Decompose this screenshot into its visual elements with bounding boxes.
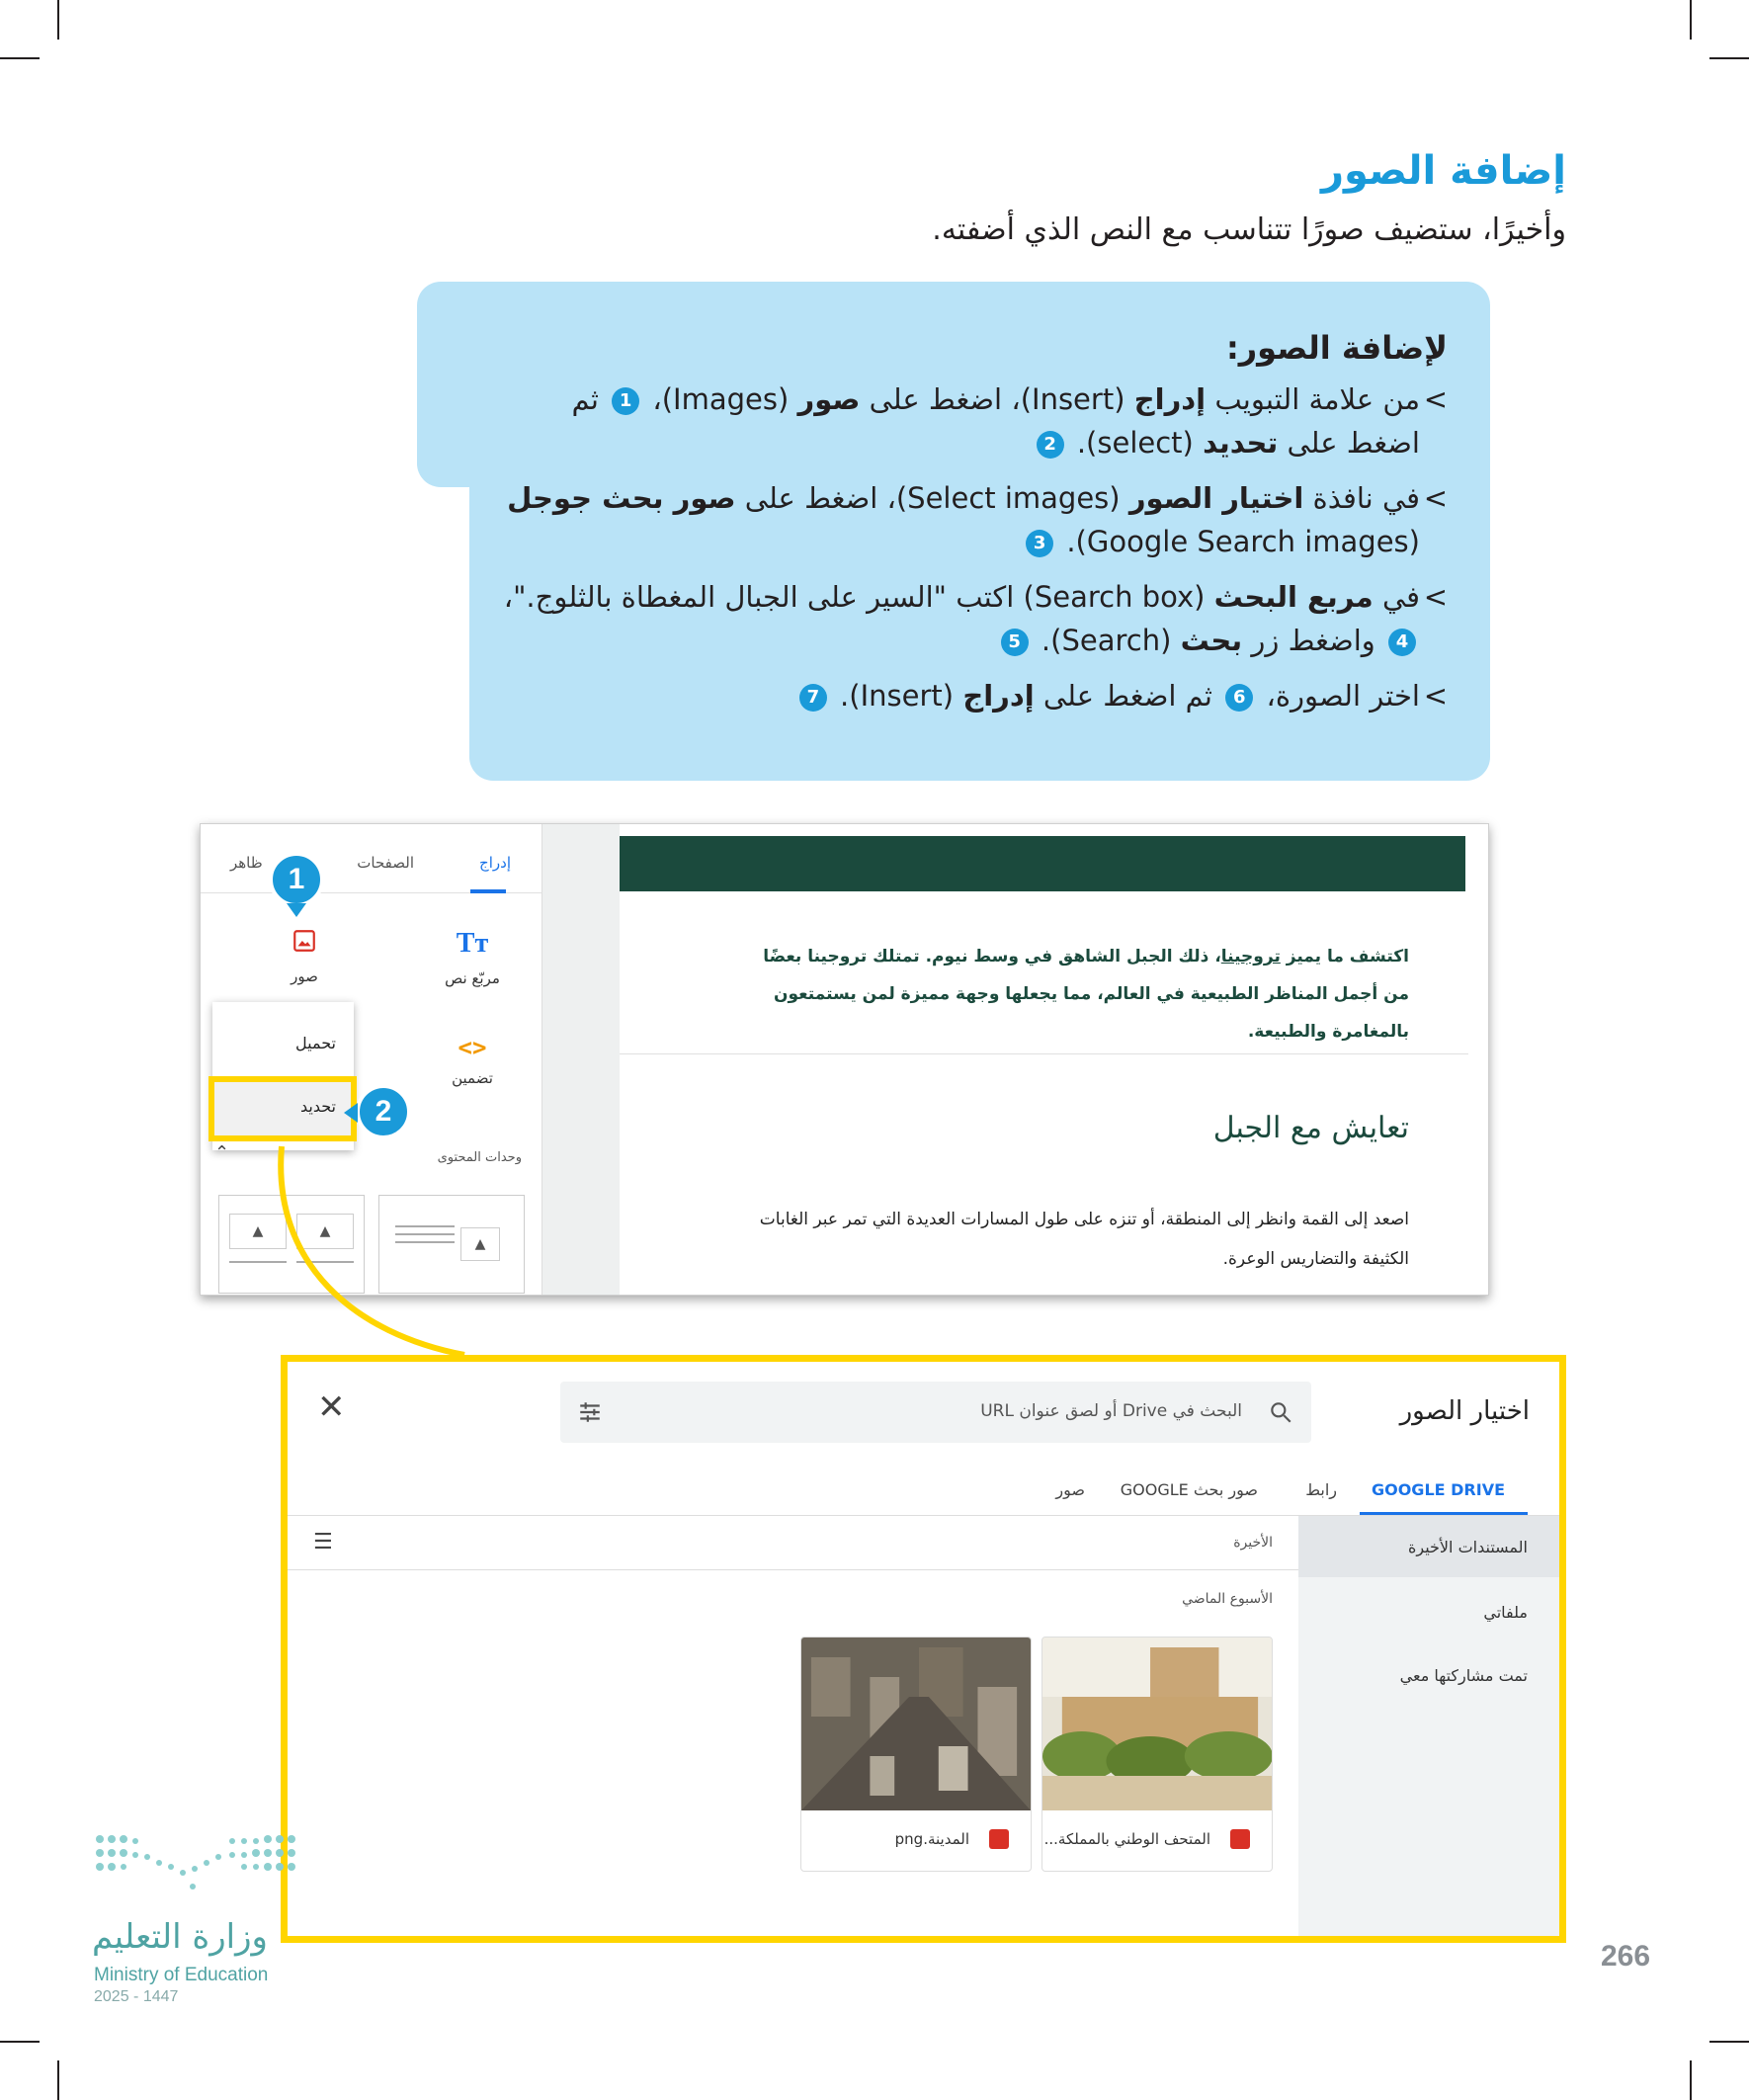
- step-number-badge: 5: [1001, 629, 1029, 656]
- paragraph-text: ، ذلك الجبل الشاهق في وسط نيوم. تمتلك تروجينا بعضًا من أجمل المناظر الطبيعية في العالم، مما يجعلها وجهة مميزة لمن يستمتعون بالمغامرة والطبيعة.: [763, 947, 1409, 1042]
- tip-title: لإضافة الصور:: [1225, 329, 1448, 367]
- sites-editor-screenshot: [200, 823, 1489, 1296]
- crop-mark: [57, 0, 59, 40]
- callout-pointer: [287, 903, 306, 917]
- crop-mark: [0, 57, 40, 59]
- sidebar-item-shared[interactable]: تمت مشاركتها معي: [1399, 1666, 1528, 1685]
- tab-google-drive[interactable]: GOOGLE DRIVE: [1371, 1480, 1505, 1499]
- image-thumbnail-city[interactable]: [800, 1637, 1032, 1872]
- text-line: [296, 1261, 354, 1263]
- sidebar-item-my-files[interactable]: ملفاتي: [1483, 1603, 1528, 1622]
- menu-upload[interactable]: تحميل: [295, 1034, 336, 1052]
- intro-text: وأخيرًا، ستضيف صورًا تتناسب مع النص الذي أضفته.: [932, 212, 1566, 247]
- step-bold: مربع البحث: [1213, 580, 1374, 614]
- step-number-badge: 6: [1225, 684, 1253, 712]
- step-text: (Images)،: [643, 382, 798, 416]
- select-images-dialog: [281, 1355, 1566, 1943]
- search-box[interactable]: [560, 1382, 1311, 1443]
- step-text: ثم اضغط على: [1034, 679, 1222, 713]
- section-paragraph[interactable]: اصعد إلى القمة وانظر إلى المنطقة، أو تنزه على طول المسارات العديدة التي تمر عبر الغابات الكثيفة والتضاريس الوعرة.: [759, 1210, 1409, 1269]
- tip-step: [499, 378, 1448, 464]
- image-icon: [292, 928, 317, 954]
- content-unit-card[interactable]: [218, 1195, 365, 1294]
- text-box-icon: Tт: [456, 928, 489, 959]
- page-number: 266: [1601, 1940, 1651, 1973]
- crop-mark: [1690, 2060, 1692, 2100]
- search-icon: [1268, 1399, 1293, 1425]
- header-banner: [620, 836, 1465, 891]
- text-line: [229, 1261, 287, 1263]
- image-placeholder-icon: ▲: [296, 1214, 354, 1249]
- last-week-label: الأسبوع الماضي: [1182, 1591, 1273, 1607]
- step-number-badge: 4: [1388, 629, 1416, 656]
- section-heading: إضافة الصور: [1320, 148, 1566, 194]
- section-divider: [620, 1053, 1468, 1054]
- step-bold: إدراج: [962, 679, 1035, 713]
- site-page-canvas: [620, 824, 1488, 1295]
- drive-sidebar: [1298, 1516, 1559, 1936]
- embed-code-icon: <>: [458, 1034, 487, 1061]
- crop-mark: [57, 2060, 59, 2100]
- step-text: (Insert)، اضغط على: [860, 382, 1134, 416]
- filter-options-icon[interactable]: [576, 1399, 604, 1425]
- select-highlight: [208, 1076, 357, 1141]
- text-line: [395, 1225, 455, 1227]
- step-bold: بحث: [1180, 624, 1243, 657]
- thumbnail-label: المدينة.png: [894, 1830, 969, 1848]
- collapse-chevron-icon[interactable]: ⌃: [214, 1142, 230, 1163]
- text-box-button[interactable]: [423, 928, 522, 987]
- recent-divider: [288, 1569, 1298, 1570]
- crop-mark: [1709, 57, 1749, 59]
- tip-step: [499, 575, 1448, 662]
- image-file-icon: [1230, 1829, 1250, 1849]
- step-number-badge: 7: [799, 684, 827, 712]
- panel-tabs: [201, 824, 542, 893]
- crop-mark: [1709, 2041, 1749, 2043]
- close-icon[interactable]: ✕: [317, 1387, 346, 1427]
- callout-2: 2: [356, 1084, 411, 1139]
- step-text: واضغط زر: [1242, 624, 1384, 657]
- section-title[interactable]: تعايش مع الجبل: [1212, 1111, 1409, 1145]
- ministry-logo-dots: [94, 1833, 301, 1902]
- step-text: ثم اضغط على: [571, 382, 1420, 460]
- content-units-label: وحدات المحتوى: [437, 1150, 522, 1165]
- step-number-badge: 3: [1026, 530, 1053, 557]
- step-text: (Search box) اكتب "السير على الجبال المغطاة بالثلوج."،: [503, 580, 1214, 614]
- embed-label: تضمين: [452, 1069, 493, 1087]
- step-number-badge: 1: [612, 387, 639, 415]
- tip-step: [499, 674, 1448, 717]
- menu-select[interactable]: تحديد: [299, 1097, 336, 1116]
- step-number-badge: 2: [1037, 431, 1064, 459]
- step-text: (Search).: [1032, 624, 1181, 657]
- tip-box: [499, 326, 1448, 729]
- embed-button[interactable]: [423, 1034, 522, 1087]
- museum-photo: [1042, 1638, 1272, 1810]
- intro-paragraph[interactable]: [737, 938, 1409, 1050]
- editor-gutter: [542, 824, 620, 1295]
- paragraph-link[interactable]: تروجينا: [1220, 947, 1281, 966]
- sidebar-item-recent[interactable]: المستندات الأخيرة: [1408, 1538, 1528, 1556]
- text-box-label: مربّع نص: [445, 969, 500, 987]
- text-line: [395, 1241, 455, 1243]
- search-placeholder: البحث في Drive أو لصق عنوان URL: [980, 1401, 1242, 1421]
- step-bold: اختيار الصور: [1128, 481, 1304, 515]
- step-bold: صور: [797, 382, 861, 416]
- callout-pointer: [344, 1103, 358, 1123]
- step-text: من علامة التبويب: [1206, 382, 1420, 416]
- crop-mark: [0, 2041, 40, 2043]
- tab-photos[interactable]: صور: [1055, 1480, 1085, 1499]
- tab-google-search-images[interactable]: صور بحث GOOGLE: [1120, 1480, 1258, 1499]
- tab-pages[interactable]: الصفحات: [357, 854, 414, 872]
- paragraph-text: اكتشف ما يميز: [1280, 947, 1409, 966]
- text-line: [395, 1233, 455, 1235]
- step-text: اختر الصورة،: [1257, 679, 1420, 713]
- step-bold: صور بحث جوجل: [507, 481, 736, 515]
- step-text: في نافذة: [1303, 481, 1420, 515]
- image-file-icon: [989, 1829, 1009, 1849]
- tip-step: [499, 476, 1448, 563]
- images-button[interactable]: [255, 928, 354, 985]
- step-text: (Insert).: [830, 679, 963, 713]
- step-text: في: [1373, 580, 1420, 614]
- insert-panel: [201, 824, 542, 1295]
- dialog-title: اختيار الصور: [1399, 1396, 1530, 1426]
- step-bold: إدراج: [1133, 382, 1207, 416]
- image-placeholder-icon: ▲: [460, 1227, 500, 1261]
- step-text: (Select images)، اضغط على: [735, 481, 1129, 515]
- tab-themes[interactable]: ظاهر: [230, 854, 263, 872]
- active-tab-indicator: [470, 889, 506, 893]
- step-text: (select).: [1067, 426, 1204, 460]
- tab-insert[interactable]: إدراج: [479, 854, 511, 872]
- thumbnail-label: المتحف الوطني بالمملكة...: [1043, 1830, 1210, 1848]
- step-bold: تحديد: [1203, 426, 1279, 460]
- crop-mark: [1690, 0, 1692, 40]
- ministry-name-arabic: وزارة التعليم: [92, 1917, 268, 1957]
- step-text: (Google Search images).: [1057, 525, 1420, 558]
- images-label: صور: [291, 967, 318, 985]
- content-unit-card[interactable]: [378, 1195, 525, 1294]
- tab-link[interactable]: رابط: [1305, 1480, 1337, 1499]
- ministry-name-english: Ministry of Education: [94, 1965, 269, 1985]
- ministry-year: 2025 - 1447: [94, 1988, 179, 2005]
- recent-label: الأخيرة: [1233, 1535, 1273, 1551]
- city-photo: [801, 1638, 1031, 1810]
- image-thumbnail-museum[interactable]: [1041, 1637, 1273, 1872]
- image-placeholder-icon: ▲: [229, 1214, 287, 1249]
- list-view-icon[interactable]: ☰: [313, 1530, 333, 1554]
- callout-1: 1: [269, 852, 324, 907]
